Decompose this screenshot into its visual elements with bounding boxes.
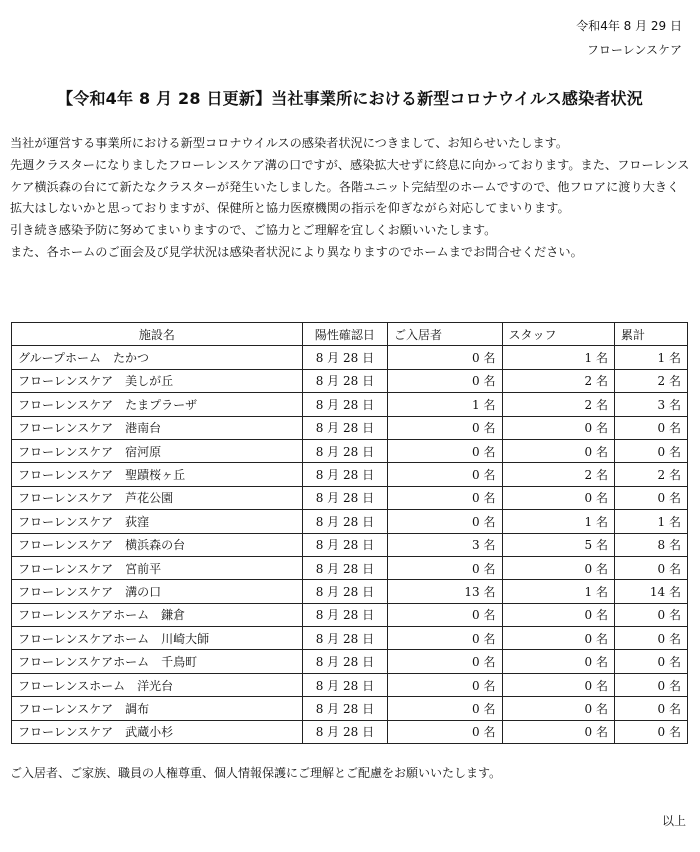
staff-count: 2 名 [502, 393, 614, 416]
facility-name: フローレンスケアホーム 鎌倉 [12, 603, 303, 626]
total-count: 14 名 [614, 580, 687, 603]
total-count: 3 名 [614, 393, 687, 416]
total-count: 8 名 [614, 533, 687, 556]
total-count: 0 名 [614, 556, 687, 579]
confirmed-date: 8 月 28 日 [302, 673, 387, 696]
resident-count: 0 名 [387, 463, 502, 486]
company-name: フローレンスケア [586, 43, 682, 57]
facility-name: フローレンスケア 宿河原 [12, 439, 303, 462]
confirmed-date: 8 月 28 日 [302, 650, 387, 673]
table-row [12, 720, 688, 743]
header-facility: 施設名 [12, 323, 303, 346]
header-total: 累計 [614, 323, 687, 346]
confirmed-date: 8 月 28 日 [302, 627, 387, 650]
staff-count: 0 名 [502, 486, 614, 509]
table-row [12, 603, 688, 626]
staff-count: 1 名 [502, 510, 614, 533]
confirmed-date: 8 月 28 日 [302, 346, 387, 369]
facility-name: グループホーム たかつ [12, 346, 303, 369]
total-count: 1 名 [614, 510, 687, 533]
confirmed-date: 8 月 28 日 [302, 416, 387, 439]
staff-count: 0 名 [502, 720, 614, 743]
staff-count: 0 名 [502, 673, 614, 696]
facility-name: フローレンスケア 美しが丘 [12, 369, 303, 392]
staff-count: 5 名 [502, 533, 614, 556]
confirmed-date: 8 月 28 日 [302, 580, 387, 603]
resident-count: 13 名 [387, 580, 502, 603]
table-row [12, 463, 688, 486]
document-date: 令和4年 8 月 29 日 [576, 19, 682, 33]
resident-count: 0 名 [387, 369, 502, 392]
total-count: 0 名 [614, 627, 687, 650]
resident-count: 0 名 [387, 556, 502, 579]
table-row [12, 533, 688, 556]
table-body [12, 346, 688, 744]
table-row [12, 510, 688, 533]
facility-name: フローレンスケア 横浜森の台 [12, 533, 303, 556]
staff-count: 0 名 [502, 439, 614, 462]
intro-paragraph: また、各ホームのご面会及び見学状況は感染者状況により異なりますのでホームまでお問合せください。 [10, 244, 583, 259]
resident-count: 0 名 [387, 510, 502, 533]
intro-paragraph: 当社が運営する事業所における新型コロナウイルスの感染者状況につきまして、お知らせいたします。 [10, 136, 569, 150]
resident-count: 0 名 [387, 650, 502, 673]
intro-paragraph: 先週クラスターになりましたフローレンスケア溝の口ですが、感染拡大せずに終息に向かっております。また、フローレンスケア横浜森の台にて新たなクラスターが発生いたしました。各階ユニット完結型のホームですので、他フロアに渡り大きく拡大はしないかと思っておりますが、保健所と協力医療機関の指示を仰ぎながら対応してまいります。 [10, 157, 690, 216]
total-count: 2 名 [614, 463, 687, 486]
facility-name: フローレンスケア 港南台 [12, 416, 303, 439]
intro-paragraph: 引き続き感染予防に努めてまいりますので、ご協力とご理解を宜しくお願いいたします。 [10, 223, 497, 238]
staff-count: 0 名 [502, 556, 614, 579]
table-header-row [12, 323, 688, 346]
total-count: 0 名 [614, 416, 687, 439]
table-row [12, 697, 688, 720]
resident-count: 3 名 [387, 533, 502, 556]
document-header [576, 14, 682, 62]
table-row [12, 556, 688, 579]
total-count: 0 名 [614, 486, 687, 509]
staff-count: 2 名 [502, 463, 614, 486]
resident-count: 0 名 [387, 439, 502, 462]
facility-name: フローレンスケアホーム 川崎大師 [12, 627, 303, 650]
facility-name: フローレンスケア たまプラーザ [12, 393, 303, 416]
header-residents: ご入居者 [387, 323, 502, 346]
total-count: 0 名 [614, 603, 687, 626]
facility-name: フローレンスケア 荻窪 [12, 510, 303, 533]
facility-name: フローレンスケア 武蔵小杉 [12, 720, 303, 743]
closing-remark: 以上 [661, 814, 686, 828]
table-row [12, 673, 688, 696]
facility-name: フローレンスケア 宮前平 [12, 556, 303, 579]
resident-count: 0 名 [387, 627, 502, 650]
facility-name: フローレンスケア 聖蹟桜ヶ丘 [12, 463, 303, 486]
facility-name: フローレンスケア 溝の口 [12, 580, 303, 603]
table-row [12, 393, 688, 416]
staff-count: 0 名 [502, 650, 614, 673]
confirmed-date: 8 月 28 日 [302, 510, 387, 533]
table-row [12, 650, 688, 673]
staff-count: 1 名 [502, 346, 614, 369]
total-count: 0 名 [614, 673, 687, 696]
header-confirmed-date: 陽性確認日 [302, 323, 387, 346]
resident-count: 0 名 [387, 346, 502, 369]
confirmed-date: 8 月 28 日 [302, 697, 387, 720]
confirmed-date: 8 月 28 日 [302, 369, 387, 392]
facility-name: フローレンスケアホーム 千鳥町 [12, 650, 303, 673]
document-title: 【令和4年 8 月 28 日更新】当社事業所における新型コロナウイルス感染者状況 [57, 89, 643, 108]
facility-name: フローレンスケア 芦花公園 [12, 486, 303, 509]
confirmed-date: 8 月 28 日 [302, 533, 387, 556]
staff-count: 0 名 [502, 603, 614, 626]
confirmed-date: 8 月 28 日 [302, 463, 387, 486]
intro-text [10, 133, 690, 264]
resident-count: 0 名 [387, 697, 502, 720]
table-row [12, 627, 688, 650]
confirmed-date: 8 月 28 日 [302, 556, 387, 579]
infection-status-table [11, 322, 688, 744]
table-row [12, 416, 688, 439]
resident-count: 1 名 [387, 393, 502, 416]
resident-count: 0 名 [387, 603, 502, 626]
facility-name: フローレンスケア 調布 [12, 697, 303, 720]
table-row [12, 369, 688, 392]
table-row [12, 580, 688, 603]
resident-count: 0 名 [387, 486, 502, 509]
staff-count: 0 名 [502, 697, 614, 720]
table-row [12, 346, 688, 369]
staff-count: 0 名 [502, 416, 614, 439]
confirmed-date: 8 月 28 日 [302, 439, 387, 462]
staff-count: 0 名 [502, 627, 614, 650]
confirmed-date: 8 月 28 日 [302, 603, 387, 626]
confirmed-date: 8 月 28 日 [302, 393, 387, 416]
staff-count: 1 名 [502, 580, 614, 603]
confirmed-date: 8 月 28 日 [302, 720, 387, 743]
total-count: 0 名 [614, 697, 687, 720]
resident-count: 0 名 [387, 720, 502, 743]
staff-count: 2 名 [502, 369, 614, 392]
confirmed-date: 8 月 28 日 [302, 486, 387, 509]
footnote: ご入居者、ご家族、職員の人権尊重、個人情報保護にご理解とご配慮をお願いいたします。 [10, 766, 502, 780]
total-count: 0 名 [614, 720, 687, 743]
facility-name: フローレンスホーム 洋光台 [12, 673, 303, 696]
total-count: 2 名 [614, 369, 687, 392]
resident-count: 0 名 [387, 673, 502, 696]
header-staff: スタッフ [502, 323, 614, 346]
table-row [12, 439, 688, 462]
total-count: 0 名 [614, 439, 687, 462]
resident-count: 0 名 [387, 416, 502, 439]
total-count: 0 名 [614, 650, 687, 673]
table-row [12, 486, 688, 509]
total-count: 1 名 [614, 346, 687, 369]
